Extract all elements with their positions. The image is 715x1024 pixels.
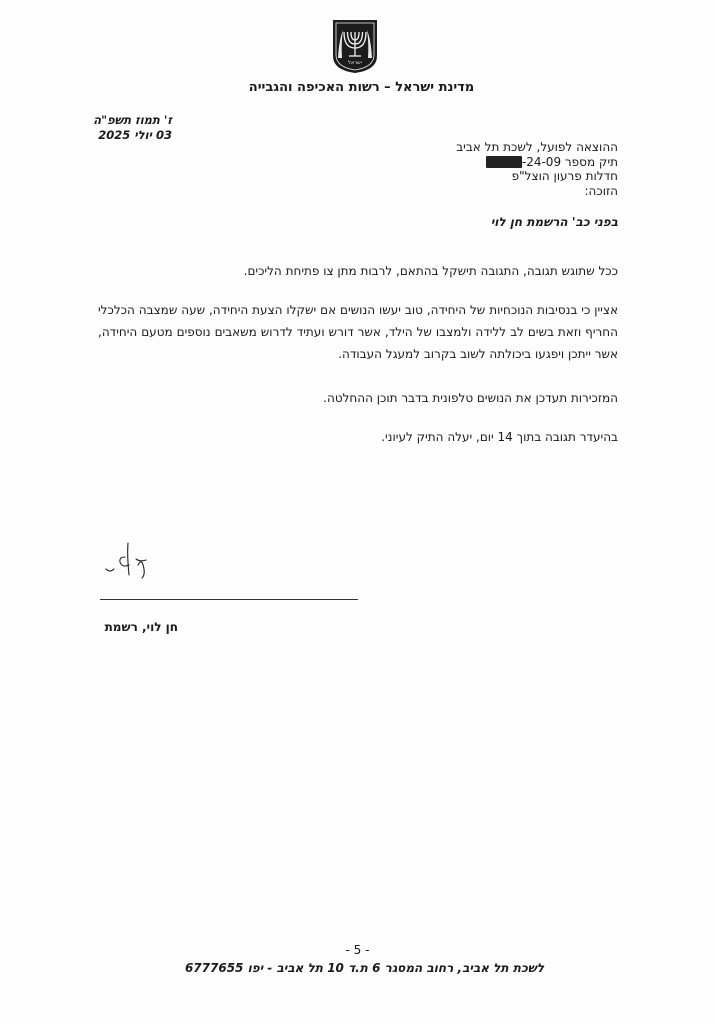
addressee-block xyxy=(318,140,618,198)
paragraph-4: בהיעדר תגובה בתוך 14 יום, יעלה התיק לעיוני. xyxy=(381,430,618,444)
addressee-line-office: ההוצאה לפועל, לשכת תל אביב xyxy=(456,140,618,154)
footer-address: לשכת תל אביב, רחוב המסגר 6 ת.ד 10 תל אביב - יפו 6777655 xyxy=(184,961,545,975)
page-number: - 5 - xyxy=(345,943,370,957)
menorah-emblem-icon xyxy=(331,18,379,74)
signer-name: חן לוי, רשמת xyxy=(104,620,178,634)
signature-line xyxy=(100,599,358,600)
paragraph-3: המזכירות תעדכן את הנושים טלפונית בדבר תוכן ההחלטה. xyxy=(323,391,618,405)
hebrew-date: ז' תמוז תשפ"ה xyxy=(93,113,172,127)
emblem-label: ישראל xyxy=(348,60,362,66)
before-judge: בפני כב' הרשמת חן לוי xyxy=(490,215,618,229)
paragraph-1: ככל שתוגש תגובה, התגובה תישקל בהתאם, לרבות מתן צו פתיחת הליכים. xyxy=(243,264,618,278)
case-number: תיק מספר 24-09- xyxy=(318,155,618,170)
paragraph-2: אציין כי בנסיבות הנוכחיות של היחידה, טוב יעשו הנושים אם ישקלו הצעת היחידה, שעה שמצבה הכלכלי החריף וזאת בשים לב ללידה ולמצבו של הילד, אשר דורש ועתיד לדרוש משאבים נוספים מטעם היחידה, אשר ייתכן ויפגעו ביכולתה לשוב בקרוב למעגל העבודה. xyxy=(98,303,618,361)
gregorian-date: 03 יולי 2025 xyxy=(98,128,172,142)
addressee-line-type: חדלות פרעון הוצל"פ xyxy=(511,169,618,183)
agency-title: מדינת ישראל – רשות האכיפה והגבייה xyxy=(248,80,475,95)
addressee-line-creditor: הזוכה: xyxy=(584,183,618,198)
handwritten-signature xyxy=(100,535,170,587)
redaction-mark xyxy=(486,156,522,168)
date-block xyxy=(0,113,172,143)
